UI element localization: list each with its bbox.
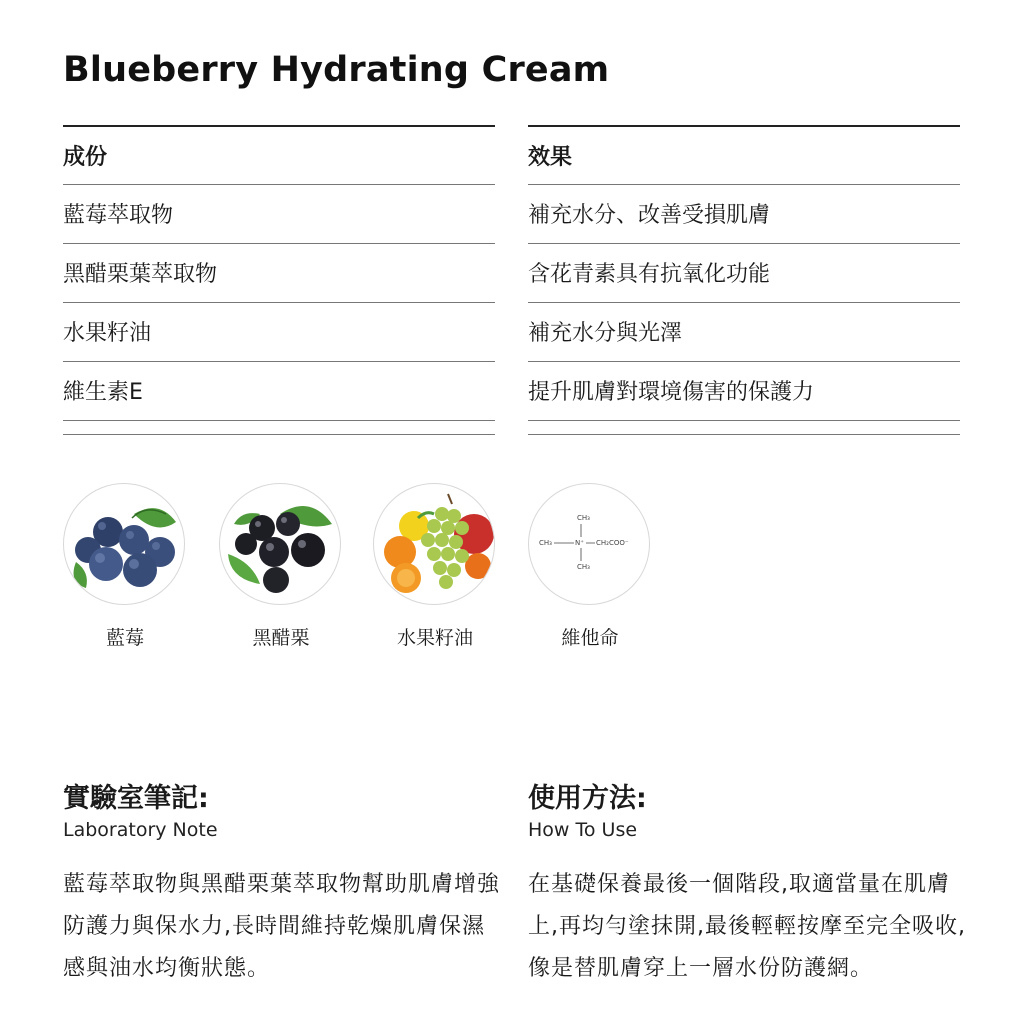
ingredients-table — [63, 125, 495, 435]
fruit-seed-oil-icon — [373, 483, 495, 605]
how-to-use-subtitle: How To Use — [528, 819, 638, 841]
how-to-use-title: 使用方法: — [528, 783, 647, 814]
table-end-rule — [528, 421, 960, 435]
lab-note-subtitle: Laboratory Note — [63, 819, 218, 841]
blueberry-icon — [63, 483, 185, 605]
effect-row: 補充水分與光澤 — [528, 303, 960, 362]
ingredient-row: 水果籽油 — [63, 303, 495, 362]
molecule-left: CH₃ — [539, 539, 552, 547]
effects-table — [528, 125, 960, 435]
blackcurrant-icon — [219, 483, 341, 605]
ingredient-row: 藍莓萃取物 — [63, 185, 495, 244]
gallery-item-blackcurrant — [219, 483, 343, 650]
vitamin-molecule-icon — [528, 483, 650, 605]
lab-note-section — [63, 782, 503, 990]
lab-note-title: 實驗室筆記: — [63, 783, 209, 814]
effect-row: 提升肌膚對環境傷害的保護力 — [528, 362, 960, 421]
effects-heading: 效果 — [528, 127, 960, 185]
ingredients-heading: 成份 — [63, 127, 495, 185]
gallery-item-vitamin — [528, 483, 652, 650]
gallery-label: 黑醋栗 — [252, 627, 310, 649]
molecule-bottom: CH₃ — [577, 563, 590, 571]
effect-row: 補充水分、改善受損肌膚 — [528, 185, 960, 244]
ingredient-row: 黑醋栗葉萃取物 — [63, 244, 495, 303]
ingredient-gallery — [0, 483, 1024, 663]
molecule-right: CH₂COO⁻ — [596, 539, 629, 547]
gallery-item-fruit-seed-oil — [373, 483, 497, 650]
page-title: Blueberry Hydrating Cream — [63, 50, 610, 90]
molecule-center: N⁺ — [575, 539, 584, 547]
how-to-use-section — [528, 782, 968, 990]
gallery-label: 維他命 — [561, 627, 619, 649]
molecule-top: CH₃ — [577, 514, 590, 522]
effect-row: 含花青素具有抗氧化功能 — [528, 244, 960, 303]
ingredient-row: 維生素E — [63, 362, 495, 421]
gallery-item-blueberry — [63, 483, 187, 650]
table-end-rule — [63, 421, 495, 435]
how-to-use-body: 在基礎保養最後一個階段,取適當量在肌膚上,再均勻塗抹開,最後輕輕按摩至完全吸收,像是替肌膚穿上一層水份防護網。 — [528, 872, 966, 981]
gallery-label: 水果籽油 — [396, 627, 473, 649]
gallery-label: 藍莓 — [105, 627, 144, 649]
lab-note-body: 藍莓萃取物與黑醋栗葉萃取物幫助肌膚增強防護力與保水力,長時間維持乾燥肌膚保濕感與油水均衡狀態。 — [63, 872, 501, 981]
